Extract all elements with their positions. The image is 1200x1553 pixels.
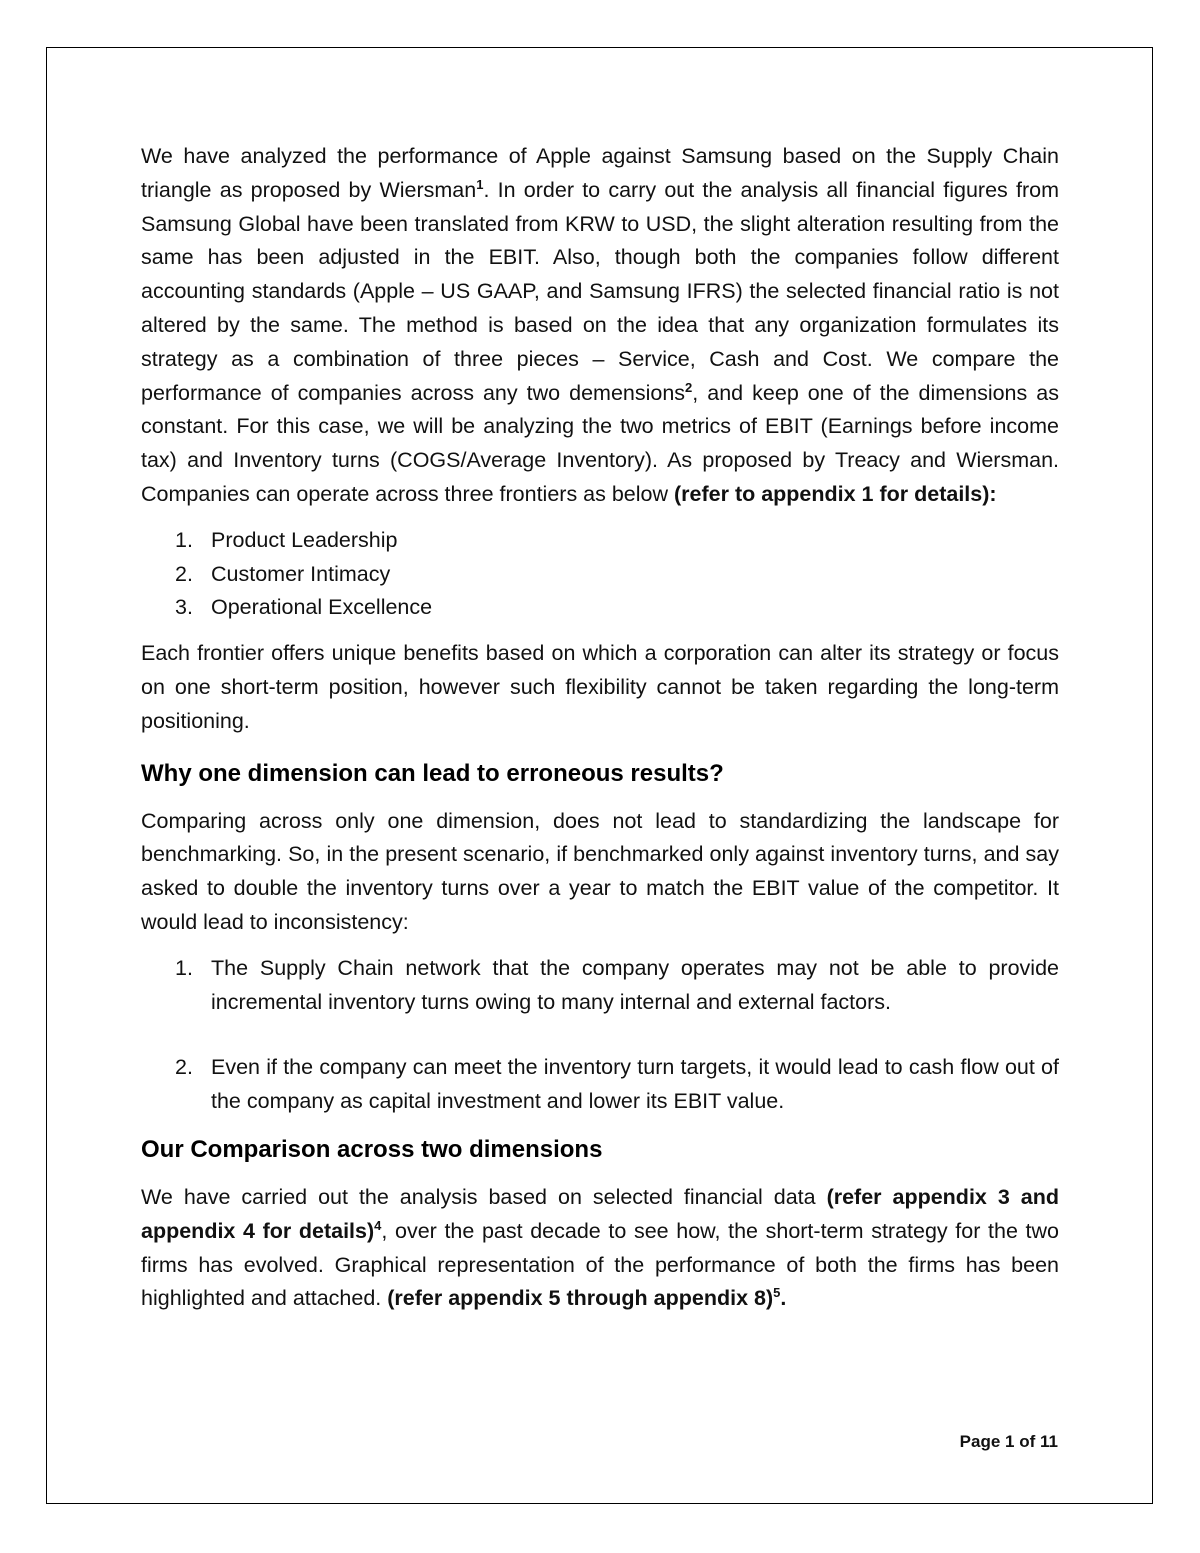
page-of-label: of xyxy=(1019,1432,1036,1451)
list-item-text: Operational Excellence xyxy=(211,595,433,620)
section2-text-2: , over the past decade to see how, the short-term strategy for the two firms has evolved. Graphical representation of the performance of both the firms has been highlighted and attached. xyxy=(141,1218,1059,1311)
page-label: Page xyxy=(959,1432,1001,1451)
intro-text-3: , and keep one of the dimensions as constant. For this case, we will be analyzing the two metrics of EBIT (Earnings before income tax) and Inventory turns (COGS/Average Inventory). As proposed by Treacy and Wiersman. Companies can operate across three frontiers as below xyxy=(141,380,1059,506)
footnote-ref-4: 4 xyxy=(374,1217,382,1233)
frontier-paragraph: Each frontier offers unique benefits based on which a corporation can alter its strategy or focus on one short-term position, however such flexibility cannot be taken regarding the long-term positioning. xyxy=(141,641,1059,733)
list-item-text: Even if the company can meet the inventory turn targets, it would lead to cash flow out of the company as capital investment and lower its EBIT value. xyxy=(211,1055,1059,1114)
list-item xyxy=(141,591,1059,625)
list-item xyxy=(141,952,1059,1020)
list-number: 3. xyxy=(175,595,193,620)
footnote-ref-5: 5 xyxy=(773,1285,781,1301)
list-number: 2. xyxy=(175,561,193,586)
section-heading-two-dimensions: Our Comparison across two dimensions xyxy=(141,1135,603,1163)
section2-text-1: We have carried out the analysis based on selected financial data xyxy=(141,1184,827,1209)
intro-text-2: . In order to carry out the analysis all financial figures from Samsung Global have been translated from KRW to USD, the slight alteration resulting from the same has been adjusted in the EBIT. Also, though both the companies follow different accounting standards (Apple – US GAAP, and Samsung IFRS) the selected financial ratio is not altered by the same. The method is based on the idea that any organization formulates its strategy as a combination of three pieces – Service, Cash and Cost. We compare the performance of companies across any two demensions xyxy=(141,177,1059,405)
document-body xyxy=(141,140,1059,1316)
list-item-text: The Supply Chain network that the company operates may not be able to provide incremental inventory turns owing to many internal and external factors. xyxy=(211,955,1059,1014)
inconsistency-list xyxy=(141,952,1059,1119)
page-footer xyxy=(960,1432,1058,1452)
footnote-ref-1: 1 xyxy=(476,176,484,192)
intro-text-1: We have analyzed the performance of Apple against Samsung based on the Supply Chain triangle as proposed by Wiersman xyxy=(141,144,1059,202)
list-item xyxy=(141,1051,1059,1119)
frontier-list xyxy=(141,524,1059,625)
list-number: 1. xyxy=(175,955,193,980)
footnote-ref-2: 2 xyxy=(685,379,693,395)
list-number: 2. xyxy=(175,1055,193,1080)
appendix-ref-3-4: (refer appendix 3 and appendix 4 for details) xyxy=(141,1184,1059,1243)
section2-end: . xyxy=(780,1286,787,1311)
page-total: 11 xyxy=(1040,1432,1058,1451)
appendix-ref-5-8: (refer appendix 5 through appendix 8) xyxy=(387,1286,774,1311)
list-item xyxy=(141,558,1059,592)
section2-paragraph xyxy=(141,1181,1059,1316)
list-item xyxy=(141,524,1059,558)
section1-paragraph: Comparing across only one dimension, does not lead to standardizing the landscape for benchmarking. So, in the present scenario, if benchmarked only against inventory turns, and say asked to double the inventory turns over a year to match the EBIT value of the competitor. It would lead to inconsistency: xyxy=(141,808,1059,934)
list-number: 1. xyxy=(175,527,193,552)
page-number: 1 xyxy=(1005,1432,1015,1451)
list-item-text: Product Leadership xyxy=(211,527,398,552)
intro-appendix-ref: (refer to appendix 1 for details): xyxy=(674,481,997,506)
section-heading-erroneous-results: Why one dimension can lead to erroneous results? xyxy=(141,759,724,787)
list-item-text: Customer Intimacy xyxy=(211,561,391,586)
intro-paragraph xyxy=(141,140,1059,512)
